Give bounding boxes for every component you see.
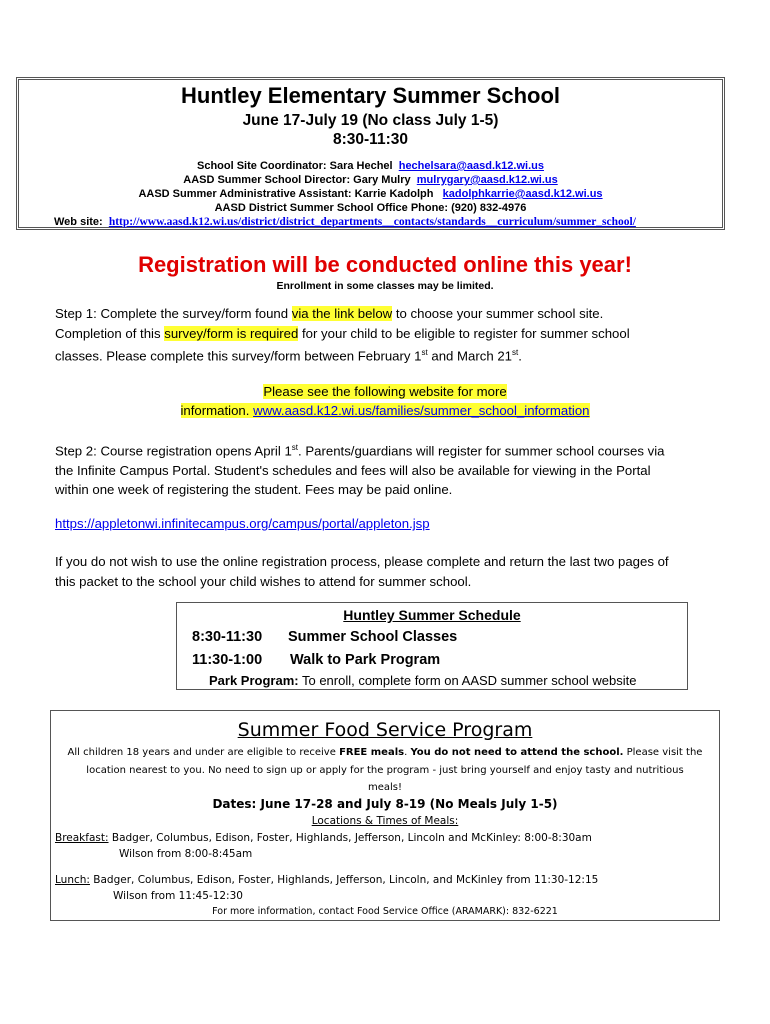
step1-paragraph [55, 304, 715, 366]
step1-text-c: Completion of this [55, 325, 165, 341]
park-program-label: Park Program: [209, 673, 299, 688]
alternative-line2: this packet to the school your child wishes to attend for summer school. [55, 573, 472, 589]
step1-line3 [55, 343, 715, 366]
breakfast-line [55, 832, 592, 844]
lunch-text: Badger, Columbus, Edison, Foster, Highlands, Jefferson, Lincoln, and McKinley from 11:30-12:15 [89, 874, 599, 886]
step1-text-b: to choose your summer school site. [392, 306, 604, 321]
assistant-email-link[interactable]: kadolphkarrie@aasd.k12.wi.us [442, 188, 603, 200]
alternative-line1: If you do not wish to use the online registration process, please complete and return the last two pages of [55, 554, 669, 569]
food-service-box [50, 710, 720, 921]
step1-sup2: st [512, 348, 519, 357]
step1-line1 [55, 304, 715, 324]
step2-line2: the Infinite Campus Portal. Student's schedules and fees will also be available for viewing in the Portal [55, 462, 651, 478]
park-program-text: To enroll, complete form on AASD summer school website [298, 673, 637, 688]
header-box [16, 77, 725, 230]
alternative-paragraph [55, 552, 715, 591]
step1-text-g: . [518, 348, 522, 364]
summer-dates: June 17-July 19 (No class July 1-5) [242, 112, 499, 129]
coordinator-line [19, 160, 722, 172]
info-line2-text: information. [180, 403, 254, 418]
step1-line2 [55, 324, 715, 344]
schedule-desc-1: Summer School Classes [288, 629, 458, 645]
step1-text-d: for your child to be eligible to register for summer school [298, 325, 630, 341]
director-label: AASD Summer School Director: Gary Mulry [183, 174, 411, 186]
coordinator-label: School Site Coordinator: Sara Hechel [197, 160, 393, 172]
food-text-c: Please visit the [623, 747, 703, 758]
step1-highlight-required: survey/form is required [164, 325, 299, 341]
breakfast-wilson: Wilson from 8:00-8:45am [119, 848, 253, 860]
assistant-label: AASD Summer Administrative Assistant: Karrie Kadolph [138, 188, 434, 200]
step2-line3: within one week of registering the student. Fees may be paid online. [55, 482, 453, 498]
summer-school-info-link[interactable]: www.aasd.k12.wi.us/families/summer_school_information [253, 403, 590, 418]
step2-paragraph [55, 438, 715, 500]
info-line1: Please see the following website for more [263, 384, 507, 399]
step2-text-b: . Parents/guardians will register for summer school courses via [298, 443, 665, 459]
website-link[interactable]: http://www.aasd.k12.wi.us/district/district_departments__contacts/standards__curriculum/summer_school/ [108, 216, 636, 228]
website-line [54, 216, 636, 228]
lunch-wilson: Wilson from 11:45-12:30 [113, 890, 243, 902]
step2-line1 [55, 438, 715, 461]
director-line [19, 174, 722, 186]
step1-highlight-link: via the link below [291, 306, 393, 321]
food-title: Summer Food Service Program [237, 719, 533, 741]
assistant-line [19, 188, 722, 200]
registration-title: Registration will be conducted online this year! [138, 252, 632, 277]
food-free-meals: FREE meals [339, 747, 405, 758]
school-title: Huntley Elementary Summer School [181, 83, 560, 108]
food-text-b: . [404, 747, 411, 758]
step1-text-f: and March 21 [427, 348, 513, 364]
step2-sup: st [291, 443, 299, 452]
director-email-link[interactable]: mulrygary@aasd.k12.wi.us [416, 174, 558, 186]
food-dates: Dates: June 17-28 and July 8-19 (No Meals July 1-5) [212, 797, 558, 811]
step2-text-a: Step 2: Course registration opens April 1 [55, 443, 292, 459]
food-no-attend: You do not need to attend the school. [410, 747, 624, 758]
portal-link-line [55, 514, 715, 534]
enrollment-note: Enrollment in some classes may be limited. [276, 280, 494, 292]
schedule-desc-2: Walk to Park Program [290, 652, 441, 668]
coordinator-email-link[interactable]: hechelsara@aasd.k12.wi.us [398, 160, 544, 172]
info-block [0, 382, 770, 420]
food-locations-subhead: Locations & Times of Meals: [311, 815, 459, 827]
schedule-box [176, 602, 688, 690]
food-line3: meals! [367, 782, 403, 793]
schedule-title: Huntley Summer Schedule [343, 607, 521, 623]
breakfast-text: Badger, Columbus, Edison, Foster, Highlands, Jefferson, Lincoln and McKinley: 8:00-8:30am [108, 832, 592, 844]
park-program-note [209, 673, 637, 688]
food-line1 [51, 747, 719, 758]
food-text-a: All children 18 years and under are eligible to receive [67, 747, 340, 758]
phone-line: AASD District Summer School Office Phone: (920) 832-4976 [214, 202, 527, 214]
lunch-line [55, 874, 598, 886]
food-line2: location nearest to you. No need to sign up or apply for the program - just bring yourself and enjoy tasty and nutritious [86, 765, 684, 776]
schedule-time-1: 8:30-11:30 [192, 629, 263, 645]
lunch-label: Lunch: [55, 874, 90, 886]
schedule-time-2: 11:30-1:00 [192, 652, 263, 668]
website-label: Web site: [54, 216, 103, 228]
step1-text-a: Step 1: Complete the survey/form found [55, 306, 292, 321]
breakfast-label: Breakfast: [55, 832, 109, 844]
food-footer: For more information, contact Food Service Office (ARAMARK): 832-6221 [212, 906, 558, 917]
step1-sup1: st [421, 348, 428, 357]
portal-link[interactable]: https://appletonwi.infinitecampus.org/campus/portal/appleton.jsp [55, 516, 430, 531]
step1-text-e: classes. Please complete this survey/form between February 1 [55, 348, 422, 364]
summer-hours: 8:30-11:30 [333, 131, 408, 148]
